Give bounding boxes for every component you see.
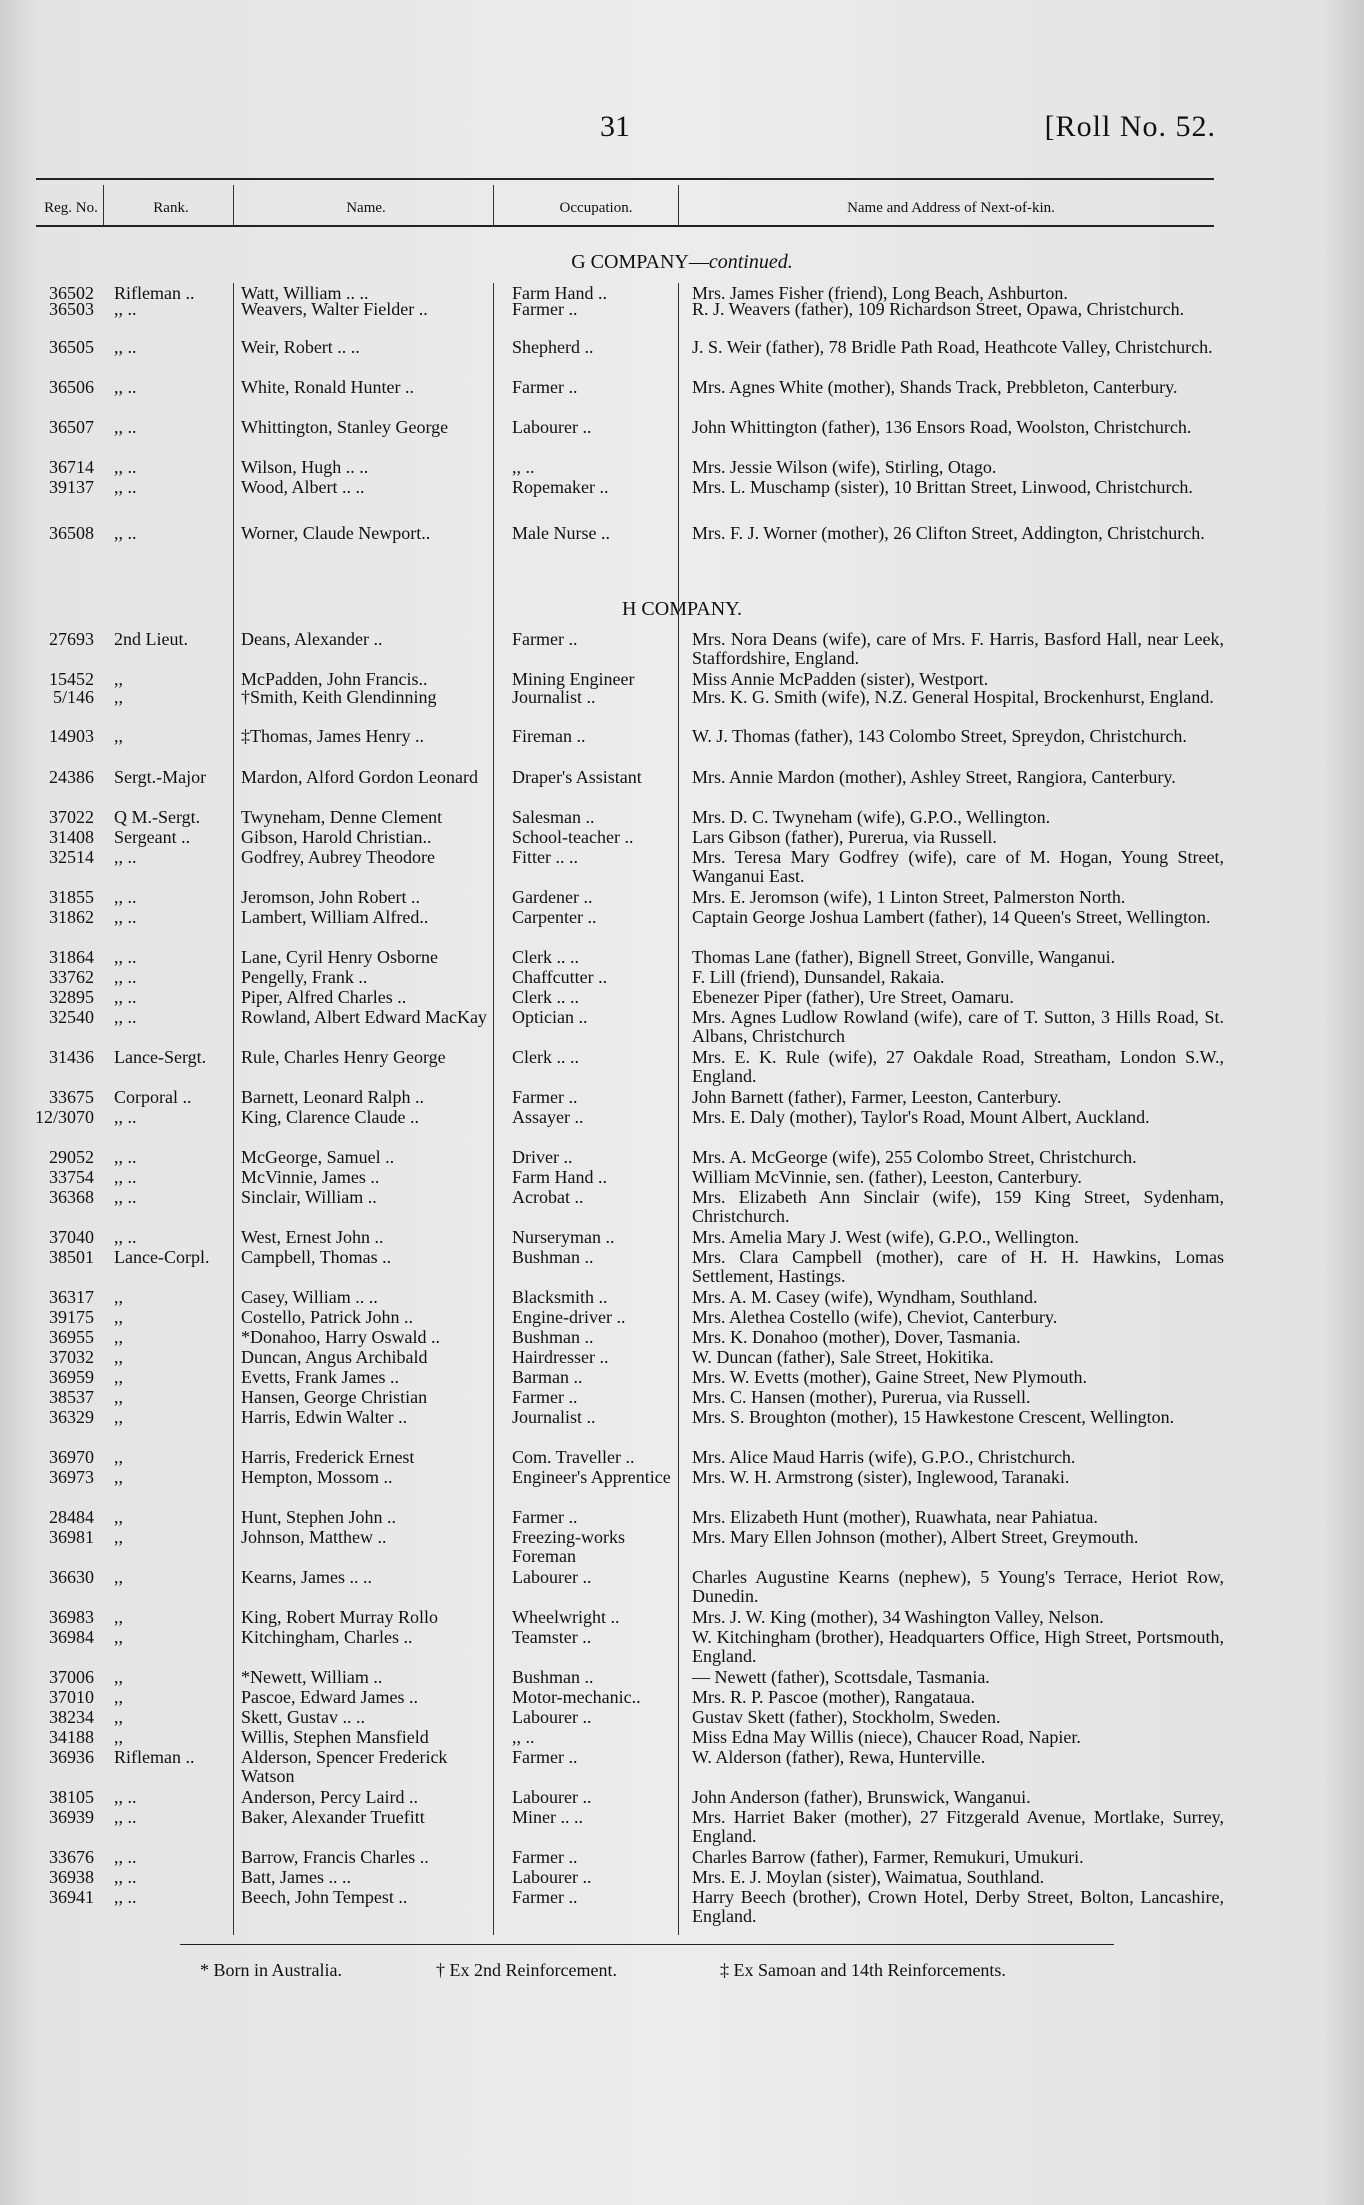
col-divider bbox=[233, 185, 234, 225]
soldier-name-cell: Kearns, James .. .. bbox=[241, 1567, 372, 1587]
rank-cell: Corporal .. bbox=[114, 1087, 192, 1107]
soldier-name-cell: Watt, William .. .. bbox=[241, 283, 369, 303]
next-of-kin-cell: Thomas Lane (father), Bignell Street, Gonville, Wanganui. bbox=[692, 947, 1116, 967]
next-of-kin-cell: Mrs. E. Daly (mother), Taylor's Road, Mount Albert, Auckland. bbox=[692, 1107, 1150, 1127]
next-of-kin-cell: Mrs. Mary Ellen Johnson (mother), Albert Street, Greymouth. bbox=[692, 1527, 1139, 1547]
rank-cell: Sergeant .. bbox=[114, 827, 191, 847]
col-reg-no: Reg. No. bbox=[44, 199, 98, 216]
next-of-kin-cell: Mrs. Agnes Ludlow Rowland (wife), care of T. Sutton, 3 Hills Road, St. Albans, Christchurch bbox=[692, 1007, 1224, 1046]
next-of-kin-cell: Mrs. S. Broughton (mother), 15 Hawkestone Crescent, Wellington. bbox=[692, 1407, 1175, 1427]
soldier-name-cell: Hansen, George Christian bbox=[241, 1387, 428, 1407]
rank-cell: ,, .. bbox=[114, 987, 137, 1007]
reg-no-cell: 32895 bbox=[49, 987, 94, 1007]
next-of-kin-cell: Mrs. E. Jeromson (wife), 1 Linton Street, Palmerston North. bbox=[692, 887, 1126, 907]
reg-no-cell: 33675 bbox=[49, 1087, 94, 1107]
rank-cell: ,, .. bbox=[114, 377, 137, 397]
soldier-name-cell: West, Ernest John .. bbox=[241, 1227, 384, 1247]
soldier-name-cell: Beech, John Tempest .. bbox=[241, 1887, 408, 1907]
soldier-name-cell: Johnson, Matthew .. bbox=[241, 1527, 387, 1547]
soldier-name-cell: Rule, Charles Henry George bbox=[241, 1047, 446, 1067]
company-title: H COMPANY. bbox=[621, 598, 743, 620]
rank-cell: ,, bbox=[114, 1407, 123, 1427]
next-of-kin-cell: Gustav Skett (father), Stockholm, Sweden. bbox=[692, 1707, 1001, 1727]
next-of-kin-cell: Mrs. Elizabeth Ann Sinclair (wife), 159 King Street, Sydenham, Christchurch. bbox=[692, 1187, 1224, 1226]
reg-no-cell: 36507 bbox=[49, 417, 94, 437]
next-of-kin-cell: Mrs. Jessie Wilson (wife), Stirling, Otago. bbox=[692, 457, 997, 477]
next-of-kin-cell: — Newett (father), Scottsdale, Tasmania. bbox=[692, 1667, 990, 1687]
next-of-kin-cell: Mrs. Harriet Baker (mother), 27 Fitzgerald Avenue, Mortlake, Surrey, England. bbox=[692, 1807, 1224, 1846]
footnote-born-australia: * Born in Australia. bbox=[200, 1960, 342, 1980]
rank-cell: ,, bbox=[114, 1607, 123, 1627]
soldier-name-cell: Deans, Alexander .. bbox=[241, 629, 383, 649]
occupation-cell: Mining Engineer bbox=[512, 669, 635, 689]
rank-cell: ,, bbox=[114, 669, 123, 689]
soldier-name-cell: Hunt, Stephen John .. bbox=[241, 1507, 396, 1527]
reg-no-cell: 36505 bbox=[49, 337, 94, 357]
occupation-cell: Blacksmith .. bbox=[512, 1287, 608, 1307]
soldier-name-cell: Kitchingham, Charles .. bbox=[241, 1627, 413, 1647]
occupation-cell: Driver .. bbox=[512, 1147, 573, 1167]
next-of-kin-cell: Mrs. Agnes White (mother), Shands Track, Prebbleton, Canterbury. bbox=[692, 377, 1178, 397]
reg-no-cell: 36955 bbox=[49, 1327, 94, 1347]
occupation-cell: Farmer .. bbox=[512, 1887, 578, 1907]
soldier-name-cell: Gibson, Harold Christian.. bbox=[241, 827, 432, 847]
soldier-name-cell: Alderson, Spencer Frederick Watson bbox=[241, 1747, 448, 1786]
rank-cell: ,, bbox=[114, 1447, 123, 1467]
soldier-name-cell: Harris, Edwin Walter .. bbox=[241, 1407, 408, 1427]
soldier-name-cell: Whittington, Stanley George bbox=[241, 417, 449, 437]
soldier-name-cell: Godfrey, Aubrey Theodore bbox=[241, 847, 435, 867]
occupation-cell: Assayer .. bbox=[512, 1107, 584, 1127]
soldier-name-cell: Willis, Stephen Mansfield bbox=[241, 1727, 429, 1747]
rank-cell: ,, .. bbox=[114, 1187, 137, 1207]
reg-no-cell: 37006 bbox=[49, 1667, 94, 1687]
next-of-kin-cell: Mrs. W. H. Armstrong (sister), Inglewood, Taranaki. bbox=[692, 1467, 1070, 1487]
reg-no-cell: 36970 bbox=[49, 1447, 94, 1467]
next-of-kin-cell: Mrs. Annie Mardon (mother), Ashley Street, Rangiora, Canterbury. bbox=[692, 767, 1176, 787]
reg-no-cell: 38234 bbox=[49, 1707, 94, 1727]
rank-cell: ,, .. bbox=[114, 1847, 137, 1867]
next-of-kin-cell: Mrs. Amelia Mary J. West (wife), G.P.O., Wellington. bbox=[692, 1227, 1079, 1247]
col-divider bbox=[678, 185, 679, 225]
occupation-cell: Miner .. .. bbox=[512, 1807, 583, 1827]
column-header-row bbox=[36, 190, 1214, 226]
reg-no-cell: 36981 bbox=[49, 1527, 94, 1547]
occupation-cell: Labourer .. bbox=[512, 1707, 592, 1727]
occupation-cell: Clerk .. .. bbox=[512, 987, 579, 1007]
soldier-name-cell: Twyneham, Denne Clement bbox=[241, 807, 443, 827]
reg-no-cell: 36939 bbox=[49, 1807, 94, 1827]
soldier-name-cell: King, Clarence Claude .. bbox=[241, 1107, 419, 1127]
rank-cell: ,, bbox=[114, 726, 123, 746]
occupation-cell: Nurseryman .. bbox=[512, 1227, 615, 1247]
col-next-of-kin: Name and Address of Next-of-kin. bbox=[847, 199, 1055, 216]
rank-cell: ,, bbox=[114, 1327, 123, 1347]
next-of-kin-cell: Mrs. D. C. Twyneham (wife), G.P.O., Wellington. bbox=[692, 807, 1051, 827]
occupation-cell: Farmer .. bbox=[512, 1087, 578, 1107]
rank-cell: ,, .. bbox=[114, 847, 137, 867]
rank-cell: ,, bbox=[114, 1707, 123, 1727]
footnote-rule bbox=[180, 1944, 1114, 1945]
occupation-cell: Clerk .. .. bbox=[512, 1047, 579, 1067]
occupation-cell: Teamster .. bbox=[512, 1627, 592, 1647]
soldier-name-cell: Barnett, Leonard Ralph .. bbox=[241, 1087, 424, 1107]
next-of-kin-cell: Mrs. W. Evetts (mother), Gaine Street, New Plymouth. bbox=[692, 1367, 1087, 1387]
soldier-name-cell: Harris, Frederick Ernest bbox=[241, 1447, 415, 1467]
next-of-kin-cell: Mrs. A. McGeorge (wife), 255 Colombo Street, Christchurch. bbox=[692, 1147, 1137, 1167]
footnote-ex-samoan: ‡ Ex Samoan and 14th Reinforcements. bbox=[720, 1960, 1006, 1980]
rank-cell: ,, bbox=[114, 1307, 123, 1327]
soldier-name-cell: Anderson, Percy Laird .. bbox=[241, 1787, 418, 1807]
name-column-rule bbox=[233, 283, 234, 1935]
reg-no-cell: 37010 bbox=[49, 1687, 94, 1707]
soldier-name-cell: *Newett, William .. bbox=[241, 1667, 383, 1687]
rank-cell: ,, bbox=[114, 1287, 123, 1307]
next-of-kin-cell: Mrs. K. Donahoo (mother), Dover, Tasmania. bbox=[692, 1327, 1021, 1347]
rank-cell: ,, .. bbox=[114, 887, 137, 907]
reg-no-cell: 37040 bbox=[49, 1227, 94, 1247]
next-of-kin-cell: Mrs. A. M. Casey (wife), Wyndham, Southland. bbox=[692, 1287, 1038, 1307]
soldier-name-cell: Casey, William .. .. bbox=[241, 1287, 378, 1307]
next-of-kin-cell: John Anderson (father), Brunswick, Wanganui. bbox=[692, 1787, 1031, 1807]
rank-cell: ,, .. bbox=[114, 1867, 137, 1887]
reg-no-cell: 34188 bbox=[49, 1727, 94, 1747]
occupation-cell: Fitter .. .. bbox=[512, 847, 578, 867]
reg-no-cell: 38501 bbox=[49, 1247, 94, 1267]
roll-number: [Roll No. 52. bbox=[1044, 110, 1216, 143]
rank-cell: ,, bbox=[114, 1727, 123, 1747]
occupation-cell: Labourer .. bbox=[512, 1787, 592, 1807]
occupation-cell: Farmer .. bbox=[512, 299, 578, 319]
col-occupation: Occupation. bbox=[559, 199, 633, 216]
rank-cell: Lance-Corpl. bbox=[114, 1247, 210, 1267]
occupation-cell: Farmer .. bbox=[512, 1747, 578, 1767]
occupation-cell: ,, .. bbox=[512, 1727, 535, 1747]
next-of-kin-cell: Charles Augustine Kearns (nephew), 5 Young's Terrace, Heriot Row, Dunedin. bbox=[692, 1567, 1224, 1606]
reg-no-cell: 24386 bbox=[49, 767, 94, 787]
company-title: G COMPANY— bbox=[571, 251, 709, 273]
next-of-kin-cell: Mrs. James Fisher (friend), Long Beach, Ashburton. bbox=[692, 283, 1068, 303]
occupation-cell: Bushman .. bbox=[512, 1247, 594, 1267]
rank-cell: ,, bbox=[114, 1387, 123, 1407]
soldier-name-cell: Campbell, Thomas .. bbox=[241, 1247, 392, 1267]
rank-cell: ,, .. bbox=[114, 947, 137, 967]
soldier-name-cell: Wilson, Hugh .. .. bbox=[241, 457, 369, 477]
soldier-name-cell: Mardon, Alford Gordon Leonard bbox=[241, 767, 478, 787]
company-heading-g bbox=[0, 251, 1364, 274]
occupation-cell: Gardener .. bbox=[512, 887, 593, 907]
occupation-cell: Farm Hand .. bbox=[512, 1167, 607, 1187]
rank-cell: ,, bbox=[114, 1527, 123, 1547]
occupation-cell: Farmer .. bbox=[512, 629, 578, 649]
occupation-cell: Carpenter .. bbox=[512, 907, 597, 927]
next-of-kin-cell: Mrs. R. P. Pascoe (mother), Rangataua. bbox=[692, 1687, 975, 1707]
rank-cell: ,, bbox=[114, 1627, 123, 1647]
reg-no-cell: 27693 bbox=[49, 629, 94, 649]
reg-no-cell: 36983 bbox=[49, 1607, 94, 1627]
reg-no-cell: 36984 bbox=[49, 1627, 94, 1647]
reg-no-cell: 39175 bbox=[49, 1307, 94, 1327]
soldier-name-cell: *Donahoo, Harry Oswald .. bbox=[241, 1327, 440, 1347]
reg-no-cell: 37022 bbox=[49, 807, 94, 827]
soldier-name-cell: Barrow, Francis Charles .. bbox=[241, 1847, 429, 1867]
occupation-cell: Labourer .. bbox=[512, 417, 592, 437]
next-of-kin-cell: Mrs. K. G. Smith (wife), N.Z. General Hospital, Brockenhurst, England. bbox=[692, 687, 1214, 707]
reg-no-cell: 36938 bbox=[49, 1867, 94, 1887]
footnote-ex-2nd: † Ex 2nd Reinforcement. bbox=[436, 1960, 617, 1980]
reg-no-cell: 31864 bbox=[49, 947, 94, 967]
rank-cell: ,, bbox=[114, 1687, 123, 1707]
soldier-name-cell: Worner, Claude Newport.. bbox=[241, 523, 431, 543]
reg-no-cell: 37032 bbox=[49, 1347, 94, 1367]
occupation-cell: Freezing-works Foreman bbox=[512, 1527, 625, 1566]
rank-cell: ,, bbox=[114, 1347, 123, 1367]
rank-cell: ,, .. bbox=[114, 1007, 137, 1027]
occupation-cell: ,, .. bbox=[512, 457, 535, 477]
soldier-name-cell: Evetts, Frank James .. bbox=[241, 1367, 399, 1387]
soldier-name-cell: Pascoe, Edward James .. bbox=[241, 1687, 418, 1707]
soldier-name-cell: McPadden, John Francis.. bbox=[241, 669, 428, 689]
reg-no-cell: 36959 bbox=[49, 1367, 94, 1387]
reg-no-cell: 36506 bbox=[49, 377, 94, 397]
next-of-kin-cell: Mrs. Nora Deans (wife), care of Mrs. F. Harris, Basford Hall, near Leek, Staffordshire, England. bbox=[692, 629, 1224, 668]
next-of-kin-cell: W. J. Thomas (father), 143 Colombo Street, Spreydon, Christchurch. bbox=[692, 726, 1187, 746]
rank-cell: 2nd Lieut. bbox=[114, 629, 188, 649]
rank-cell: ,, .. bbox=[114, 1787, 137, 1807]
reg-no-cell: 33676 bbox=[49, 1847, 94, 1867]
rank-cell: ,, bbox=[114, 1507, 123, 1527]
reg-no-cell: 5/146 bbox=[52, 687, 94, 707]
occupation-cell: Labourer .. bbox=[512, 1867, 592, 1887]
soldier-name-cell: Skett, Gustav .. .. bbox=[241, 1707, 365, 1727]
soldier-name-cell: Jeromson, John Robert .. bbox=[241, 887, 420, 907]
reg-no-cell: 36317 bbox=[49, 1287, 94, 1307]
soldier-name-cell: Piper, Alfred Charles .. bbox=[241, 987, 407, 1007]
occupation-cell: Engine-driver .. bbox=[512, 1307, 626, 1327]
occupation-cell: Farmer .. bbox=[512, 1387, 578, 1407]
occupation-cell: Farmer .. bbox=[512, 1847, 578, 1867]
rank-cell: Rifleman .. bbox=[114, 1747, 195, 1767]
reg-no-cell: 31436 bbox=[49, 1047, 94, 1067]
rank-cell: ,, .. bbox=[114, 457, 137, 477]
rank-cell: ,, .. bbox=[114, 1147, 137, 1167]
next-of-kin-cell: Mrs. E. J. Moylan (sister), Waimatua, Southland. bbox=[692, 1867, 1045, 1887]
reg-no-cell: 36503 bbox=[49, 299, 94, 319]
reg-no-cell: 39137 bbox=[49, 477, 94, 497]
next-of-kin-cell: John Whittington (father), 136 Ensors Road, Woolston, Christchurch. bbox=[692, 417, 1192, 437]
rank-cell: ,, .. bbox=[114, 1887, 137, 1907]
reg-no-cell: 36508 bbox=[49, 523, 94, 543]
rank-cell: ,, .. bbox=[114, 1807, 137, 1827]
reg-no-cell: 36936 bbox=[49, 1747, 94, 1767]
occupation-cell: Labourer .. bbox=[512, 1567, 592, 1587]
company-heading-h bbox=[0, 598, 1364, 621]
rank-cell: ,, .. bbox=[114, 1227, 137, 1247]
soldier-name-cell: Lane, Cyril Henry Osborne bbox=[241, 947, 438, 967]
reg-no-cell: 36714 bbox=[49, 457, 94, 477]
rank-cell: ,, .. bbox=[114, 523, 137, 543]
rank-cell: ,, bbox=[114, 1367, 123, 1387]
rank-cell: ,, .. bbox=[114, 967, 137, 987]
soldier-name-cell: Lambert, William Alfred.. bbox=[241, 907, 429, 927]
next-of-kin-cell: W. Duncan (father), Sale Street, Hokitika. bbox=[692, 1347, 994, 1367]
occupation-cell: Salesman .. bbox=[512, 807, 595, 827]
rank-cell: Sergt.-Major bbox=[114, 767, 207, 787]
next-of-kin-cell: Mrs. C. Hansen (mother), Purerua, via Russell. bbox=[692, 1387, 1031, 1407]
next-of-kin-cell: Mrs. Clara Campbell (mother), care of H. H. Hawkins, Lomas Settlement, Hastings. bbox=[692, 1247, 1224, 1286]
header-top-rule bbox=[36, 178, 1214, 180]
rank-cell: ,, .. bbox=[114, 1167, 137, 1187]
soldier-name-cell: McGeorge, Samuel .. bbox=[241, 1147, 395, 1167]
rank-cell: ,, .. bbox=[114, 477, 137, 497]
occupation-cell: Motor-mechanic.. bbox=[512, 1687, 641, 1707]
next-of-kin-cell: W. Alderson (father), Rewa, Hunterville. bbox=[692, 1747, 986, 1767]
col-divider bbox=[103, 185, 104, 225]
next-of-kin-cell: R. J. Weavers (father), 109 Richardson Street, Opawa, Christchurch. bbox=[692, 299, 1185, 319]
next-of-kin-cell: Harry Beech (brother), Crown Hotel, Derby Street, Bolton, Lancashire, England. bbox=[692, 1887, 1224, 1926]
occupation-cell: Male Nurse .. bbox=[512, 523, 610, 543]
soldier-name-cell: †Smith, Keith Glendinning bbox=[241, 687, 437, 707]
occupation-cell: School-teacher .. bbox=[512, 827, 634, 847]
reg-no-cell: 36329 bbox=[49, 1407, 94, 1427]
header-bottom-rule bbox=[36, 225, 1214, 227]
rank-cell: Lance-Sergt. bbox=[114, 1047, 207, 1067]
next-of-kin-cell: Charles Barrow (father), Farmer, Remukuri, Umukuri. bbox=[692, 1847, 1084, 1867]
reg-no-cell: 38105 bbox=[49, 1787, 94, 1807]
rank-cell: Q M.-Sergt. bbox=[114, 807, 201, 827]
reg-no-cell: 38537 bbox=[49, 1387, 94, 1407]
soldier-name-cell: McVinnie, James .. bbox=[241, 1167, 380, 1187]
rank-cell: ,, bbox=[114, 687, 123, 707]
reg-no-cell: 31862 bbox=[49, 907, 94, 927]
reg-no-cell: 33762 bbox=[49, 967, 94, 987]
next-of-kin-cell: Mrs. J. W. King (mother), 34 Washington Valley, Nelson. bbox=[692, 1607, 1104, 1627]
page-number: 31 bbox=[600, 110, 630, 143]
next-of-kin-cell: Ebenezer Piper (father), Ure Street, Oamaru. bbox=[692, 987, 1014, 1007]
next-of-kin-cell: F. Lill (friend), Dunsandel, Rakaia. bbox=[692, 967, 945, 987]
next-of-kin-cell: Miss Edna May Willis (niece), Chaucer Road, Napier. bbox=[692, 1727, 1081, 1747]
next-of-kin-cell: Mrs. Alice Maud Harris (wife), G.P.O., Christchurch. bbox=[692, 1447, 1076, 1467]
next-of-kin-cell: Mrs. Elizabeth Hunt (mother), Ruawhata, near Pahiatua. bbox=[692, 1507, 1098, 1527]
reg-no-cell: 36502 bbox=[49, 283, 94, 303]
rank-cell: ,, .. bbox=[114, 907, 137, 927]
col-divider bbox=[493, 185, 494, 225]
reg-no-cell: 29052 bbox=[49, 1147, 94, 1167]
soldier-name-cell: Duncan, Angus Archibald bbox=[241, 1347, 428, 1367]
reg-no-cell: 31855 bbox=[49, 887, 94, 907]
next-of-kin-cell: Mrs. L. Muschamp (sister), 10 Brittan Street, Linwood, Christchurch. bbox=[692, 477, 1193, 497]
reg-no-cell: 31408 bbox=[49, 827, 94, 847]
reg-no-cell: 32540 bbox=[49, 1007, 94, 1027]
reg-no-cell: 36973 bbox=[49, 1467, 94, 1487]
reg-no-cell: 32514 bbox=[49, 847, 94, 867]
reg-no-cell: 14903 bbox=[49, 726, 94, 746]
occupation-cell: Shepherd .. bbox=[512, 337, 594, 357]
soldier-name-cell: Wood, Albert .. .. bbox=[241, 477, 365, 497]
occupation-cell: Bushman .. bbox=[512, 1667, 594, 1687]
next-of-kin-cell: Mrs. Alethea Costello (wife), Cheviot, Canterbury. bbox=[692, 1307, 1058, 1327]
soldier-name-cell: King, Robert Murray Rollo bbox=[241, 1607, 438, 1627]
soldier-name-cell: Weavers, Walter Fielder .. bbox=[241, 299, 428, 319]
occupation-cell: Journalist .. bbox=[512, 687, 596, 707]
occupation-cell: Com. Traveller .. bbox=[512, 1447, 635, 1467]
occupation-cell: Journalist .. bbox=[512, 1407, 596, 1427]
occupation-cell: Bushman .. bbox=[512, 1327, 594, 1347]
kin-column-rule bbox=[678, 283, 679, 1935]
rank-cell: ,, .. bbox=[114, 417, 137, 437]
soldier-name-cell: Rowland, Albert Edward MacKay bbox=[241, 1007, 487, 1027]
occupation-cell: Wheelwright .. bbox=[512, 1607, 620, 1627]
soldier-name-cell: Sinclair, William .. bbox=[241, 1187, 377, 1207]
rank-cell: ,, bbox=[114, 1567, 123, 1587]
soldier-name-cell: Hempton, Mossom .. bbox=[241, 1467, 393, 1487]
occupation-cell: Fireman .. bbox=[512, 726, 586, 746]
soldier-name-cell: Batt, James .. .. bbox=[241, 1867, 351, 1887]
next-of-kin-cell: Miss Annie McPadden (sister), Westport. bbox=[692, 669, 989, 689]
occupation-cell: Hairdresser .. bbox=[512, 1347, 609, 1367]
soldier-name-cell: Weir, Robert .. .. bbox=[241, 337, 360, 357]
soldier-name-cell: Costello, Patrick John .. bbox=[241, 1307, 413, 1327]
rank-cell: Rifleman .. bbox=[114, 283, 195, 303]
occupation-cell: Ropemaker .. bbox=[512, 477, 609, 497]
rank-cell: ,, .. bbox=[114, 1107, 137, 1127]
reg-no-cell: 36630 bbox=[49, 1567, 94, 1587]
next-of-kin-cell: Mrs. Teresa Mary Godfrey (wife), care of M. Hogan, Young Street, Wanganui East. bbox=[692, 847, 1224, 886]
reg-no-cell: 36368 bbox=[49, 1187, 94, 1207]
reg-no-cell: 15452 bbox=[49, 669, 94, 689]
next-of-kin-cell: William McVinnie, sen. (father), Leeston, Canterbury. bbox=[692, 1167, 1082, 1187]
next-of-kin-cell: J. S. Weir (father), 78 Bridle Path Road, Heathcote Valley, Christchurch. bbox=[692, 337, 1213, 357]
rank-cell: ,, bbox=[114, 1667, 123, 1687]
occupation-column-rule bbox=[493, 283, 494, 1935]
occupation-cell: Acrobat .. bbox=[512, 1187, 584, 1207]
occupation-cell: Draper's Assistant bbox=[512, 767, 642, 787]
next-of-kin-cell: Captain George Joshua Lambert (father), 14 Queen's Street, Wellington. bbox=[692, 907, 1211, 927]
soldier-name-cell: Pengelly, Frank .. bbox=[241, 967, 368, 987]
occupation-cell: Farmer .. bbox=[512, 377, 578, 397]
next-of-kin-cell: Lars Gibson (father), Purerua, via Russell. bbox=[692, 827, 997, 847]
next-of-kin-cell: John Barnett (father), Farmer, Leeston, Canterbury. bbox=[692, 1087, 1062, 1107]
occupation-cell: Clerk .. .. bbox=[512, 947, 579, 967]
next-of-kin-cell: Mrs. F. J. Worner (mother), 26 Clifton Street, Addington, Christchurch. bbox=[692, 523, 1205, 543]
occupation-cell: Farmer .. bbox=[512, 1507, 578, 1527]
rank-cell: ,, bbox=[114, 1467, 123, 1487]
reg-no-cell: 28484 bbox=[49, 1507, 94, 1527]
occupation-cell: Engineer's Apprentice bbox=[512, 1467, 671, 1487]
soldier-name-cell: ‡Thomas, James Henry .. bbox=[241, 726, 424, 746]
next-of-kin-cell: Mrs. E. K. Rule (wife), 27 Oakdale Road, Streatham, London S.W., England. bbox=[692, 1047, 1224, 1086]
occupation-cell: Barman .. bbox=[512, 1367, 583, 1387]
reg-no-cell: 36941 bbox=[49, 1887, 94, 1907]
rank-cell: ,, .. bbox=[114, 337, 137, 357]
reg-no-cell: 12/3070 bbox=[34, 1107, 94, 1127]
occupation-cell: Farm Hand .. bbox=[512, 283, 607, 303]
occupation-cell: Optician .. bbox=[512, 1007, 588, 1027]
col-rank: Rank. bbox=[153, 199, 189, 216]
soldier-name-cell: White, Ronald Hunter .. bbox=[241, 377, 414, 397]
rank-cell: ,, .. bbox=[114, 299, 137, 319]
reg-no-cell: 33754 bbox=[49, 1167, 94, 1187]
company-title-suffix: continued. bbox=[708, 251, 793, 273]
occupation-cell: Chaffcutter .. bbox=[512, 967, 608, 987]
col-name: Name. bbox=[346, 199, 386, 216]
next-of-kin-cell: W. Kitchingham (brother), Headquarters Office, High Street, Portsmouth, England. bbox=[692, 1627, 1224, 1666]
soldier-name-cell: Baker, Alexander Truefitt bbox=[241, 1807, 425, 1827]
